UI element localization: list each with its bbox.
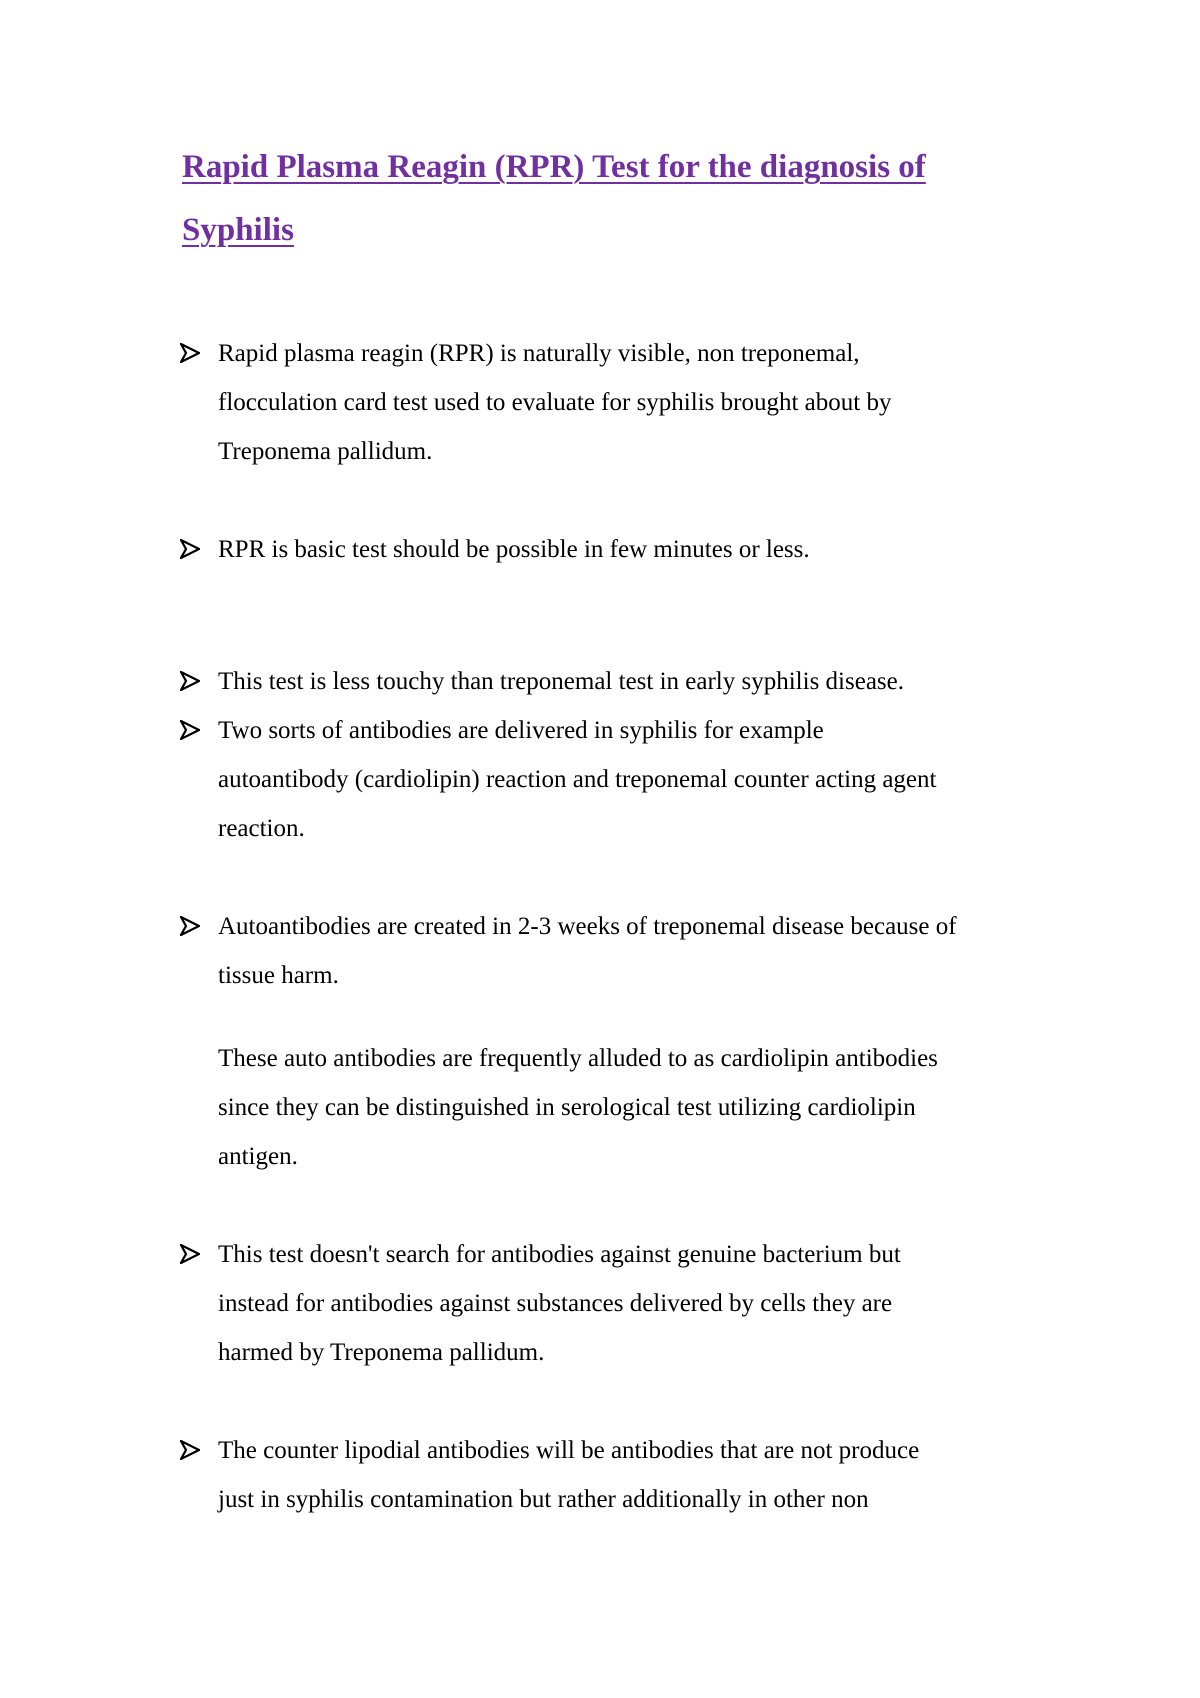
- bullet-item: [180, 902, 1080, 1000]
- arrowhead-bullet-icon: [180, 1230, 202, 1278]
- bullet-text: Two sorts of antibodies are delivered in syphilis for example autoantibody (cardiolipin) reaction and treponemal counter acting agent reaction.: [218, 717, 937, 842]
- arrowhead-bullet-icon: [180, 329, 202, 377]
- arrowhead-bullet-icon: [180, 657, 202, 705]
- arrowhead-bullet-icon: [180, 706, 202, 754]
- bullet-text: Autoantibodies are created in 2-3 weeks of treponemal disease because of tissue harm.: [218, 913, 957, 989]
- bullet-text: Rapid plasma reagin (RPR) is naturally visible, non treponemal, flocculation card test used to evaluate for syphilis brought about by Treponema pallidum.: [218, 340, 892, 465]
- bullet-item: [180, 657, 1080, 706]
- bullet-item: [180, 1426, 1080, 1524]
- arrowhead-bullet-icon: [180, 525, 202, 573]
- bullet-text: This test is less touchy than treponemal test in early syphilis disease.: [218, 668, 904, 695]
- bullet-item: [180, 706, 1080, 853]
- arrowhead-bullet-icon: [180, 1426, 202, 1474]
- page-title: Rapid Plasma Reagin (RPR) Test for the diagnosis of Syphilis: [182, 149, 926, 248]
- bullet-text: The counter lipodial antibodies will be antibodies that are not produce just in syphilis contamination but rather additionally in other non: [218, 1437, 920, 1513]
- arrowhead-bullet-icon: [180, 902, 202, 950]
- bullet-item: [180, 525, 1080, 574]
- bullet-text: This test doesn't search for antibodies against genuine bacterium but instead for antibodies against substances delivered by cells they are harmed by Treponema pallidum.: [218, 1241, 901, 1366]
- body-paragraph: These auto antibodies are frequently alluded to as cardiolipin antibodies since they can be distinguished in serological test utilizing cardiolipin antigen.: [218, 1045, 938, 1170]
- bullet-text: RPR is basic test should be possible in few minutes or less.: [218, 536, 810, 563]
- bullet-item: [180, 1230, 1080, 1377]
- bullet-item: [180, 329, 1080, 476]
